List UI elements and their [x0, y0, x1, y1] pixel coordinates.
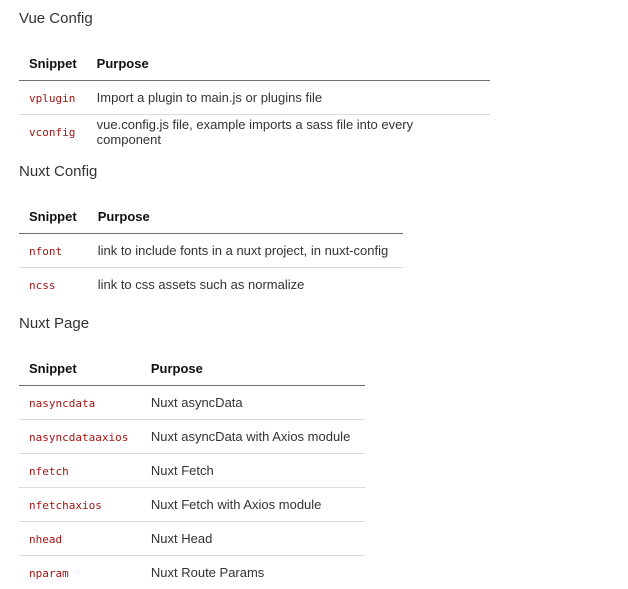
snippet-code: vplugin: [29, 92, 76, 105]
snippet-cell: [19, 115, 87, 149]
snippet-code: nasyncdataaxios: [29, 431, 129, 444]
table-row: [19, 488, 365, 522]
snippet-code: nasyncdata: [29, 397, 96, 410]
column-header-snippet: Snippet: [19, 199, 88, 234]
table-header-row: [19, 351, 365, 386]
snippet-cell: [19, 386, 141, 420]
column-header-snippet: Snippet: [19, 351, 141, 386]
snippet-cell: [19, 81, 87, 115]
table-row: [19, 454, 365, 488]
section-nuxt-page: [19, 314, 365, 589]
purpose-cell: link to include fonts in a nuxt project, in nuxt-config: [88, 234, 403, 268]
purpose-cell: Nuxt asyncData: [141, 386, 365, 420]
purpose-cell: Nuxt Fetch with Axios module: [141, 488, 365, 522]
purpose-cell: Import a plugin to main.js or plugins file: [87, 81, 490, 115]
purpose-cell: vue.config.js file, example imports a sass file into every component: [96, 116, 414, 147]
table-row: [19, 115, 490, 149]
table-header-row: [19, 199, 403, 234]
section-nuxt-config: [19, 162, 403, 301]
purpose-cell: Nuxt Head: [141, 522, 365, 556]
snippet-code: vconfig: [29, 126, 76, 139]
snippet-cell: [19, 234, 88, 268]
column-header-purpose: Purpose: [87, 46, 490, 81]
section-title: Nuxt Config: [19, 163, 98, 180]
table-row: [19, 268, 403, 302]
purpose-cell: link to css assets such as normalize: [97, 277, 305, 292]
snippet-table: [19, 46, 490, 148]
snippet-cell: [19, 268, 88, 302]
column-header-snippet: Snippet: [19, 46, 87, 81]
purpose-cell: Nuxt asyncData with Axios module: [141, 420, 365, 454]
snippet-code: nparam: [29, 567, 69, 580]
snippet-table: [19, 351, 365, 589]
snippet-cell: [19, 522, 141, 556]
snippet-cell: [19, 454, 141, 488]
snippet-code: nfont: [29, 245, 63, 258]
snippet-cell: [19, 420, 141, 454]
snippet-table: [19, 199, 403, 301]
section-title: Nuxt Page: [19, 315, 90, 332]
snippet-code: nfetchaxios: [29, 499, 102, 512]
table-row: [19, 386, 365, 420]
snippet-cell: [19, 556, 141, 589]
table-row: [19, 234, 403, 268]
table-row: [19, 556, 365, 589]
snippet-code: ncss: [29, 279, 56, 292]
table-header-row: [19, 46, 490, 81]
snippet-cell: [19, 488, 141, 522]
section-vue-config: [19, 9, 490, 148]
snippet-code: nfetch: [29, 465, 69, 478]
table-row: [19, 420, 365, 454]
column-header-purpose: Purpose: [141, 351, 365, 386]
column-header-purpose: Purpose: [88, 199, 403, 234]
snippet-code: nhead: [29, 533, 63, 546]
table-row: [19, 522, 365, 556]
table-row: [19, 81, 490, 115]
purpose-cell: Nuxt Route Params: [150, 565, 265, 580]
purpose-cell: Nuxt Fetch: [141, 454, 365, 488]
section-title: Vue Config: [19, 10, 93, 27]
